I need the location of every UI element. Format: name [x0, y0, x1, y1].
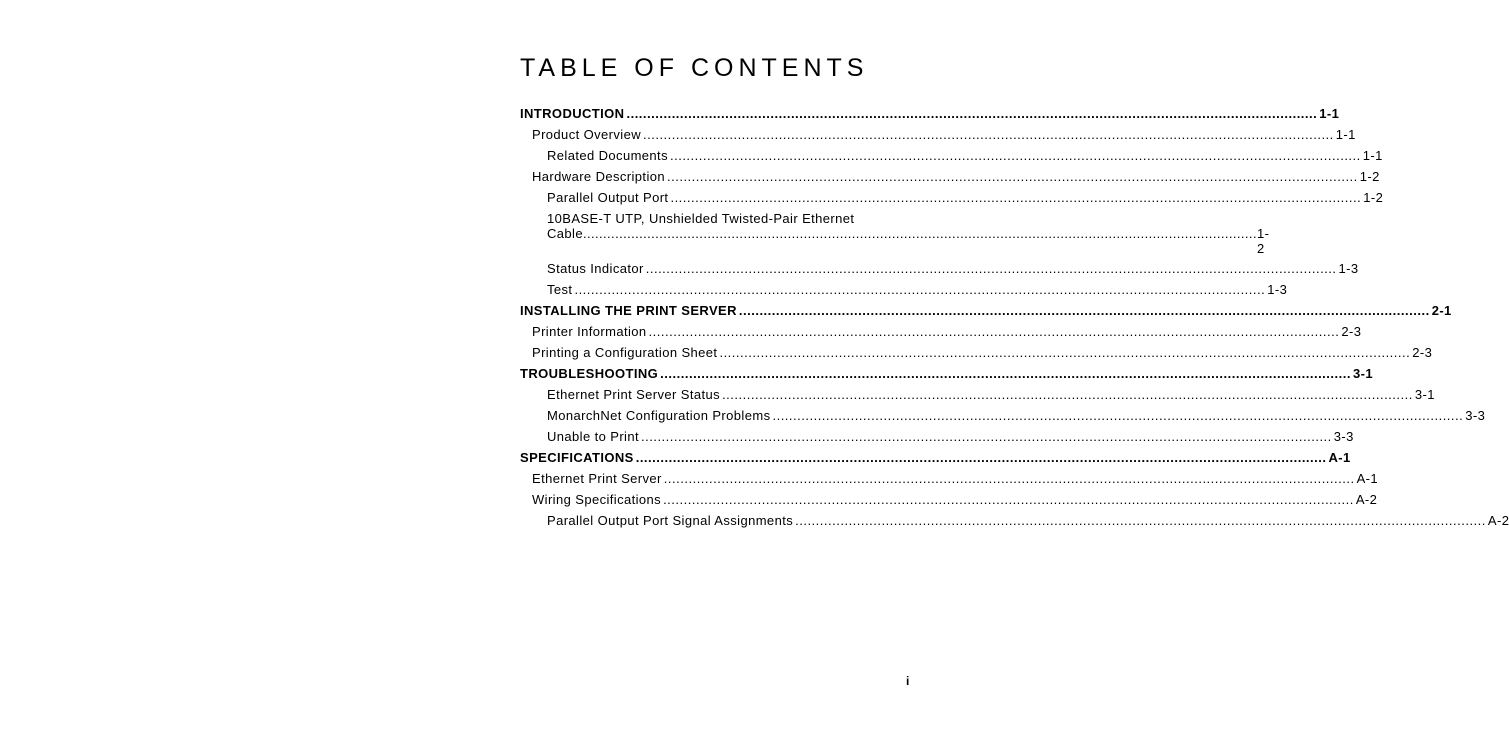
toc-leader-dots: ........................................................................................................................................................................	[660, 366, 1351, 381]
toc-entry-page: 2-3	[1341, 324, 1362, 339]
toc-entry-page: 3-3	[1333, 429, 1354, 444]
toc-leader-dots: ........................................................................................................................................................................	[663, 492, 1354, 507]
toc-entry-page: 1-1	[1319, 106, 1340, 121]
toc-entry-page: 1-3	[1338, 261, 1359, 276]
toc-leader-dots: ........................................................................................................................................................................	[719, 345, 1411, 360]
toc-entry-page: 2-1	[1431, 303, 1452, 318]
toc-entry-page: 1-2	[1359, 169, 1380, 184]
toc-leader-dots: ........................................................................................................................................................................	[722, 387, 1413, 402]
toc-entry-label: Related Documents	[547, 148, 668, 163]
toc-entry[interactable]	[520, 261, 1359, 277]
toc-entry-page: 2-3	[1412, 345, 1433, 360]
toc-entry-label: Ethernet Print Server	[532, 471, 662, 486]
toc-section-entry[interactable]	[520, 450, 1351, 466]
toc-leader-dots: ........................................................................................................................................................................	[670, 190, 1362, 205]
toc-entry[interactable]	[520, 169, 1380, 185]
toc-entry-label: INSTALLING THE PRINT SERVER	[520, 303, 737, 318]
toc-section-entry[interactable]	[520, 366, 1373, 382]
toc-section-entry[interactable]	[520, 303, 1452, 319]
toc-entry-page: A-1	[1328, 450, 1351, 465]
toc-entry-page: A-2	[1487, 513, 1509, 528]
toc-entry-label: Unable to Print	[547, 429, 639, 444]
toc-entry-label: Parallel Output Port Signal Assignments	[547, 513, 794, 528]
toc-leader-dots: ........................................................................................................................................................................	[772, 408, 1464, 423]
toc-entry[interactable]	[520, 148, 1383, 164]
toc-entry-page: 1-3	[1267, 282, 1288, 297]
toc-entry-page: 1-1	[1335, 127, 1356, 142]
page-number: i	[906, 674, 910, 688]
toc-entry-page: 1-2	[1256, 226, 1270, 256]
toc-leader-dots: ........................................................................................................................................................................	[663, 471, 1355, 486]
toc-entry-label: INTRODUCTION	[520, 106, 625, 121]
toc-entry-label: Status Indicator	[547, 261, 644, 276]
toc-entry-page: 3-3	[1465, 408, 1486, 423]
toc-leader-dots: ........................................................................................................................................................................	[738, 303, 1430, 318]
toc-entry[interactable]	[520, 387, 1435, 403]
toc-leader-dots: ........................................................................................................................................................................	[626, 106, 1318, 121]
toc-entry[interactable]	[520, 282, 1288, 298]
toc-entry[interactable]	[520, 190, 1384, 206]
toc-entry-label-line1: 10BASE-T UTP, Unshielded Twisted-Pair Ethernet	[547, 211, 855, 226]
toc-entry-label: Printer Information	[532, 324, 647, 339]
toc-leader-dots: ........................................................................................................................................................................	[648, 324, 1340, 339]
toc-entry-label: SPECIFICATIONS	[520, 450, 634, 465]
toc-entry-label: TROUBLESHOOTING	[520, 366, 659, 381]
toc-entry[interactable]	[520, 127, 1356, 143]
toc-entry[interactable]	[520, 345, 1433, 361]
toc-entry-page: A-2	[1355, 492, 1378, 507]
toc-entry-page: 1-2	[1363, 190, 1384, 205]
toc-entry-label: Test	[547, 282, 573, 297]
page-title: TABLE OF CONTENTS	[520, 54, 869, 82]
toc-leader-dots: ........................................................................................................................................................................	[641, 429, 1332, 444]
toc-leader-dots: ........................................................................................................................................................................	[643, 127, 1334, 142]
toc-entry-label: Parallel Output Port	[547, 190, 669, 205]
toc-entry[interactable]	[520, 408, 1486, 424]
toc-entry-page: 1-1	[1362, 148, 1383, 163]
toc-entry[interactable]	[520, 211, 1270, 256]
toc-entry[interactable]	[520, 471, 1379, 487]
toc-entry[interactable]	[520, 429, 1354, 445]
toc-entry-page: 3-1	[1352, 366, 1373, 381]
toc-entry-line2	[547, 226, 1270, 256]
toc-entry-label: Product Overview	[532, 127, 641, 142]
toc-entry-label: Wiring Specifications	[532, 492, 662, 507]
toc-section-entry[interactable]	[520, 106, 1340, 122]
toc-leader-dots: ........................................................................................................................................................................	[795, 513, 1486, 528]
toc-leader-dots: ........................................................................................................................................................................	[582, 226, 1257, 241]
toc-entry-label: Ethernet Print Server Status	[547, 387, 721, 402]
toc-entry-page: 3-1	[1414, 387, 1435, 402]
toc-leader-dots: ........................................................................................................................................................................	[574, 282, 1266, 297]
toc-list	[520, 106, 1509, 529]
toc-entry-page: A-1	[1356, 471, 1379, 486]
toc-entry[interactable]	[520, 324, 1362, 340]
table-of-contents	[520, 52, 1509, 534]
toc-entry-label: MonarchNet Configuration Problems	[547, 408, 771, 423]
toc-entry[interactable]	[520, 492, 1378, 508]
toc-leader-dots: ........................................................................................................................................................................	[667, 169, 1358, 184]
toc-leader-dots: ........................................................................................................................................................................	[669, 148, 1361, 163]
toc-leader-dots: ........................................................................................................................................................................	[635, 450, 1327, 465]
toc-entry[interactable]	[520, 513, 1509, 529]
toc-entry-label: Printing a Configuration Sheet	[532, 345, 718, 360]
toc-entry-label: Hardware Description	[532, 169, 665, 184]
toc-leader-dots: ........................................................................................................................................................................	[645, 261, 1337, 276]
toc-entry-label: Cable	[547, 226, 583, 241]
